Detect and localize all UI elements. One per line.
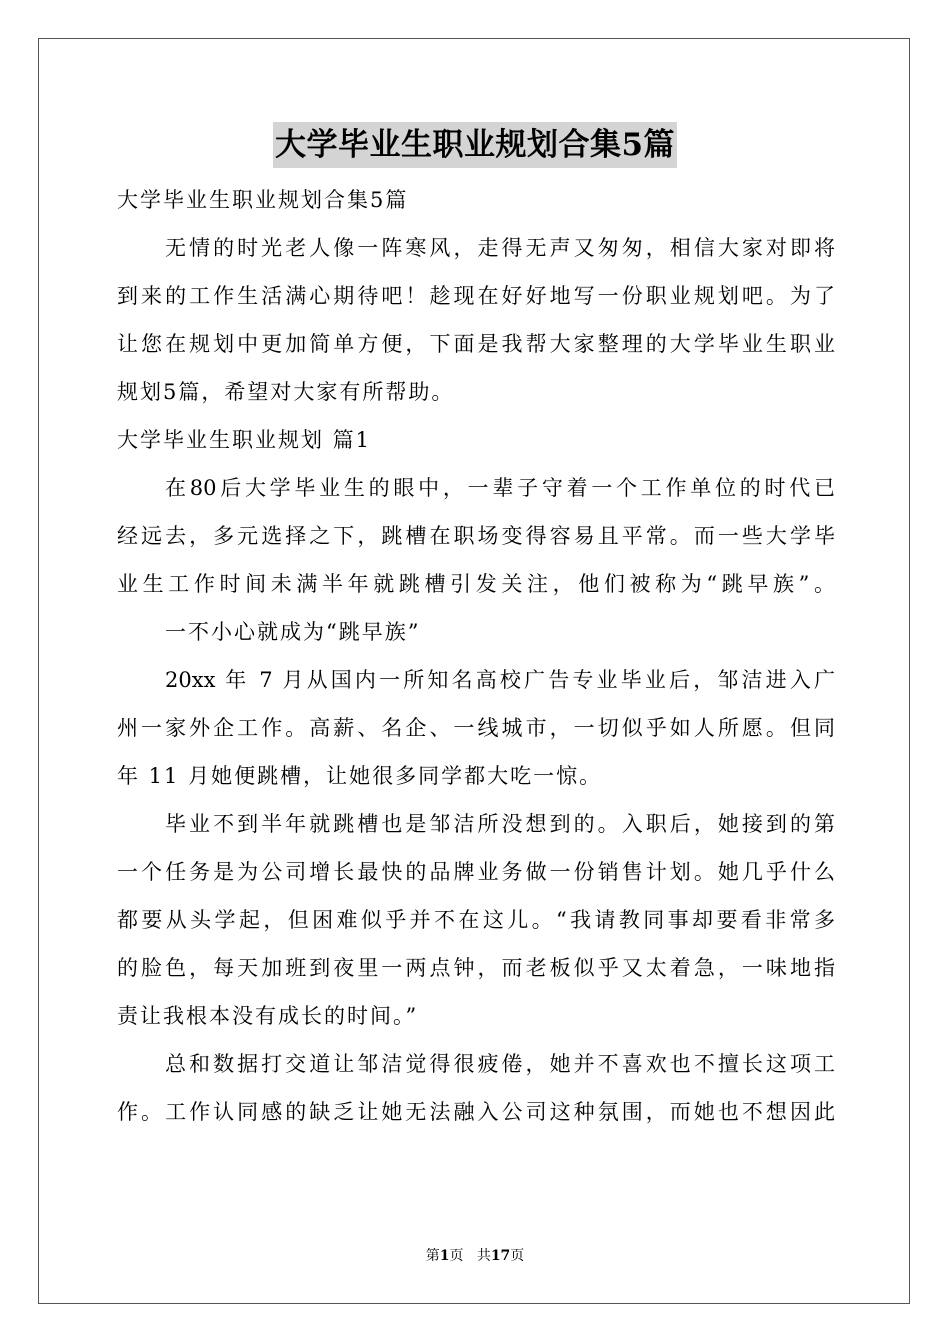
- text-line: 的脸色，每天加班到夜里一两点钟，而老板似乎又太着急，一味地指: [117, 956, 835, 980]
- document-body: [117, 176, 835, 1136]
- text-line: 大学毕业生职业规划 篇1: [117, 428, 372, 452]
- document-title: 大学毕业生职业规划合集5篇: [273, 122, 677, 168]
- text-line: 在80后大学毕业生的眼中，一辈子守着一个工作单位的时代已: [165, 476, 835, 500]
- text-line: 无情的时光老人像一阵寒风，走得无声又匆匆，相信大家对即将: [165, 236, 835, 260]
- footer-page-unit: 页: [449, 1248, 464, 1264]
- text-line: 一不小心就成为“跳早族”: [165, 620, 421, 644]
- text-line: 作。工作认同感的缺乏让她无法融入公司这种氛围，而她也不想因此: [117, 1100, 835, 1124]
- text-line: 让您在规划中更加简单方便，下面是我帮大家整理的大学毕业生职业: [117, 332, 835, 356]
- text-line: 都要从头学起，但困难似乎并不在这儿。“我请教同事却要看非常多: [117, 908, 835, 932]
- text-line: 州一家外企工作。高薪、名企、一线城市，一切似乎如人所愿。但同: [117, 716, 835, 740]
- text-line: 一个任务是为公司增长最快的品牌业务做一份销售计划。她几乎什么: [117, 860, 835, 884]
- footer-prefix: 第: [425, 1248, 440, 1264]
- text-line: 经远去，多元选择之下，跳槽在职场变得容易且平常。而一些大学毕: [117, 524, 835, 548]
- text-line: 20xx 年 7 月从国内一所知名高校广告专业毕业后，邹洁进入广: [165, 668, 835, 692]
- title-container: [0, 122, 950, 168]
- text-line: 规划5篇，希望对大家有所帮助。: [117, 380, 455, 404]
- total-page-count: 17: [490, 1248, 511, 1264]
- footer-total-prefix: 共: [476, 1248, 491, 1264]
- current-page-number: 1: [439, 1248, 450, 1264]
- text-line: 责让我根本没有成长的时间。”: [117, 1004, 419, 1028]
- text-line: 年 11 月她便跳槽，让她很多同学都大吃一惊。: [117, 764, 603, 788]
- page-footer: [0, 1247, 950, 1265]
- text-line: 总和数据打交道让邹洁觉得很疲倦，她并不喜欢也不擅长这项工: [165, 1052, 835, 1076]
- footer-total-unit: 页: [510, 1248, 525, 1264]
- text-line: 到来的工作生活满心期待吧！趁现在好好地写一份职业规划吧。为了: [117, 284, 835, 308]
- text-line: 大学毕业生职业规划合集5篇: [117, 188, 409, 212]
- text-line: 业生工作时间未满半年就跳槽引发关注，他们被称为“跳早族”。: [117, 572, 835, 596]
- text-line: 毕业不到半年就跳槽也是邹洁所没想到的。入职后，她接到的第: [165, 812, 835, 836]
